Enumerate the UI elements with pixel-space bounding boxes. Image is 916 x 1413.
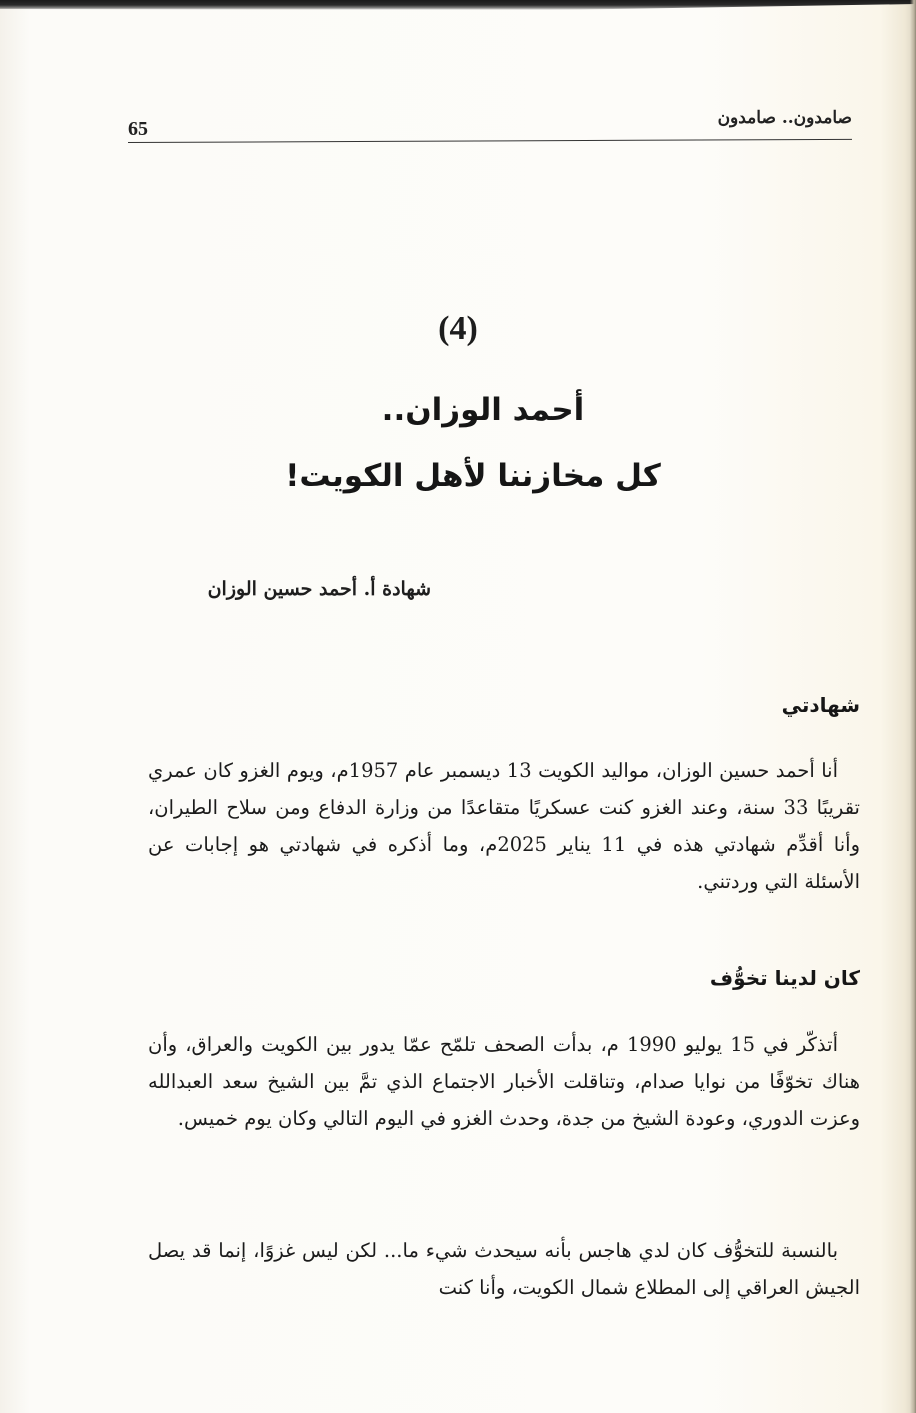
body-paragraph: أتذكّر في 15 يوليو 1990 م، بدأت الصحف تلمّح عمّا يدور بين الكويت والعراق، وأن هناك تخوّفًا من نوايا صدام، وتناقلت الأخبار الاجتماع الذي تمَّ بين الشيخ سعد العبدالله وعزت الدوري، وعودة الشيخ من جدة، وحدث الغزو في اليوم التالي وكان يوم خميس. (148, 1033, 860, 1130)
testimony-byline: شهادة أ. أحمد حسين الوزان (207, 578, 431, 600)
running-header (128, 108, 852, 142)
section-heading-concern: كان لدينا تخوُّف (709, 966, 860, 990)
scan-shadow-top (0, 0, 916, 10)
body-paragraph: بالنسبة للتخوُّف كان لدي هاجس بأنه سيحدث شيء ما... لكن ليس غزوًا، إنما قد يصل الجيش العراقي إلى المطلاع شمال الكويت، وأنا كنت (148, 1239, 860, 1299)
running-title: صامدون.. صامدون (717, 108, 852, 128)
chapter-title-line-2: كل مخازننا لأهل الكويت! (285, 458, 661, 494)
body-paragraph: أنا أحمد حسين الوزان، مواليد الكويت 13 ديسمبر عام 1957م، ويوم الغزو كان عمري تقريبًا 33 سنة، وعند الغزو كنت عسكريًا متقاعدًا من وزارة الدفاع ومن سلاح الطيران، وأنا أقدِّم شهادتي هذه في 11 يناير 2025م، وما أذكره في شهادتي هو إجابات عن الأسئلة التي وردتني. (148, 759, 861, 893)
page-edge-right (910, 0, 916, 1413)
chapter-number: (4) (438, 310, 478, 347)
page-number: 65 (128, 118, 148, 140)
chapter-title-line-1: أحمد الوزان.. (381, 392, 585, 428)
section-heading-testimony: شهادتي (781, 693, 860, 717)
